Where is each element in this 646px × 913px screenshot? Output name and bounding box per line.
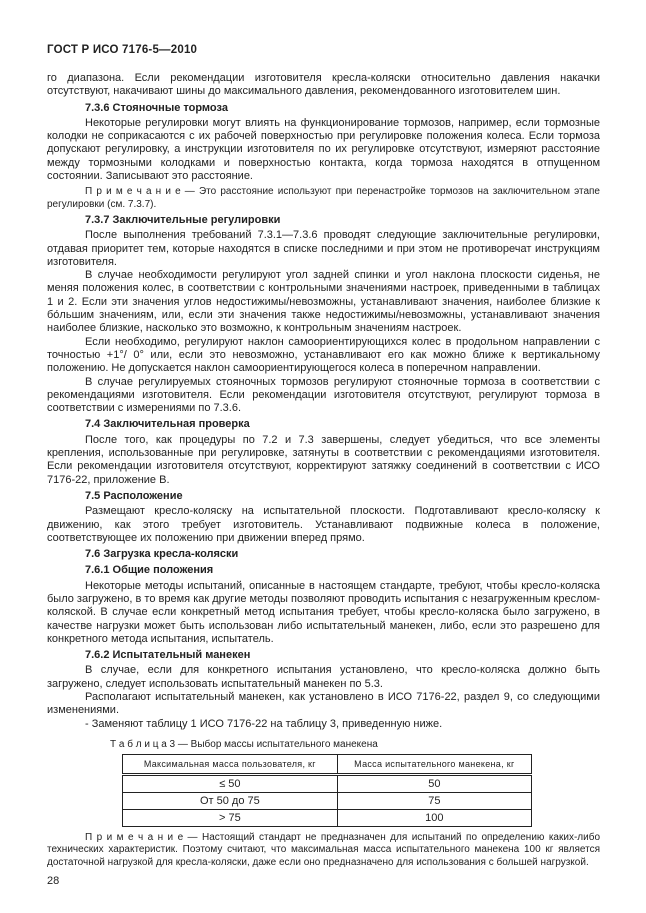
paragraph: Размещают кресло-коляску на испытательной плоскости. Подготавливают кресло-коляску к движению, как этого требует изготовитель. Устанавливают подвижные колеса в положение, соответствующее их положению при движении вперед прямо. — [47, 505, 600, 544]
section-heading: 7.6 Загрузка кресла-коляски — [85, 548, 239, 561]
section-heading: 7.3.6 Стояночные тормоза — [85, 101, 228, 114]
table-cell: 50 — [337, 774, 531, 792]
paragraph: Располагают испытательный манекен, как установлено в ИСО 7176-22, раздел 9, со следующими изменениями. — [47, 691, 600, 717]
table-cell: 75 — [337, 792, 531, 809]
note-paragraph: П р и м е ч а н и е — Это расстояние используют при перенастройке тормозов на заключительном этапе регулировки (см. 7.3.7). — [47, 186, 600, 210]
section-heading: 7.5 Расположение — [85, 489, 183, 502]
table-cell: 100 — [337, 809, 531, 826]
table-body — [123, 774, 532, 826]
paragraph: В случае необходимости регулируют угол задней спинки и угол наклона плоскости сиденья, не меняя положения колес, в соответствии с контрольными значениями настроек, приведенными в таблицах 1 и 2. Если эти значения углов недостижимы/невозможны, устанавливают значения, наиболее близкие к бо́льшим значениям, или, если эти значения также недостижимы/невозможны, устанавливают значения наиболее близкие, насколько это возможно, к контрольным значениям настроек. — [47, 269, 600, 335]
table-cell: ≤ 50 — [123, 774, 338, 792]
document-body — [47, 72, 600, 731]
section-heading: 7.6.2 Испытательный манекен — [85, 649, 251, 662]
table-cell: От 50 до 75 — [123, 792, 338, 809]
paragraph: В случае, если для конкретного испытания установлено, что кресло-коляска должно быть загружено, следует использовать испытательный манекен по 5.3. — [47, 664, 600, 690]
bottom-note: П р и м е ч а н и е — Настоящий стандарт не предназначен для испытаний по определению каких-либо технических характеристик. Поэтому считают, что максимальная масса испытательного манекена 100 кг является достаточной нагрузкой для кресла-коляски, даже если оно предназначено для использования с большей нагрузкой. — [47, 831, 600, 868]
table-header-max-user-mass: Максимальная масса пользователя, кг — [123, 754, 338, 774]
paragraph: После того, как процедуры по 7.2 и 7.3 завершены, следует убедиться, что все элементы крепления, использованные при регулировке, затянуты в соответствии с рекомендациями изготовителя. Если рекомендации изготовителя отсутствуют, корректируют затяжку соединений в соответствии с ИСО 7176-22, приложение В. — [47, 433, 600, 486]
table-header-row — [123, 754, 532, 774]
paragraph: - Заменяют таблицу 1 ИСО 7176-22 на таблицу 3, приведенную ниже. — [85, 717, 443, 730]
paragraph: Если необходимо, регулируют наклон самоориентирующихся колес в продольном направлении с точностью +1°/ 0° или, если это невозможно, устанавливают его как можно ближе к вертикальному положению. Не допускается наклон самоориентирующегося колеса в поперечном направлении. — [47, 335, 600, 375]
table-row — [123, 774, 532, 792]
table-section — [47, 739, 600, 827]
paragraph: Некоторые методы испытаний, описанные в настоящем стандарте, требуют, чтобы кресло-коляска было загружено, в то время как другие методы позволяют проводить испытания с незагруженным креслом-коляской. В случае если конкретный метод испытания требует, чтобы кресло-коляска было загружено, в качестве нагрузки может быть использован либо испытательный манекен, либо, если это разрешено для конкретного метода испытания, испытатель. — [47, 579, 600, 645]
dummy-mass-table — [122, 754, 532, 827]
table-row — [123, 809, 532, 826]
section-heading: 7.3.7 Заключительные регулировки — [85, 213, 281, 226]
table-row — [123, 792, 532, 809]
paragraph: После выполнения требований 7.3.1—7.3.6 проводят следующие заключительные регулировки, отдавая приоритет тем, которые находятся в списке последними и при этом не противоречат инструкциям изготовителя. — [47, 229, 600, 268]
paragraph-continuation: го диапазона. Если рекомендации изготовителя кресла-коляски относительно давления накачки отсутствуют, накачивают шины до максимального давления, рекомендованного изготовителем шин. — [47, 72, 600, 98]
section-heading: 7.4 Заключительная проверка — [85, 418, 250, 431]
paragraph: Некоторые регулировки могут влиять на функционирование тормозов, например, если тормозные колодки не соприкасаются с их рабочей поверхностью при регулировке положения колеса. Если тормоза допускают регулировку, а инструкции изготовителя по их регулировке отсутствуют, измеряют расстояние между тормозными колодками и поверхностью контакта, когда тормоза находятся в отпущенном состоянии. Записывают это расстояние. — [47, 116, 600, 183]
table-caption: Т а б л и ц а 3 — Выбор массы испытательного манекена — [110, 738, 378, 750]
document-header-title: ГОСТ Р ИСО 7176-5—2010 — [47, 44, 198, 56]
page-number: 28 — [47, 874, 60, 887]
paragraph: В случае регулируемых стояночных тормозов регулируют стояночные тормоза в соответствии с рекомендациями изготовителя. Если рекомендации изготовителя отсутствуют, регулируют тормоза в соответствии с измерениями по 7.3.6. — [47, 375, 600, 415]
section-heading: 7.6.1 Общие положения — [85, 564, 214, 577]
table-cell: > 75 — [123, 809, 338, 826]
table-header-dummy-mass: Масса испытательного манекена, кг — [337, 754, 531, 774]
